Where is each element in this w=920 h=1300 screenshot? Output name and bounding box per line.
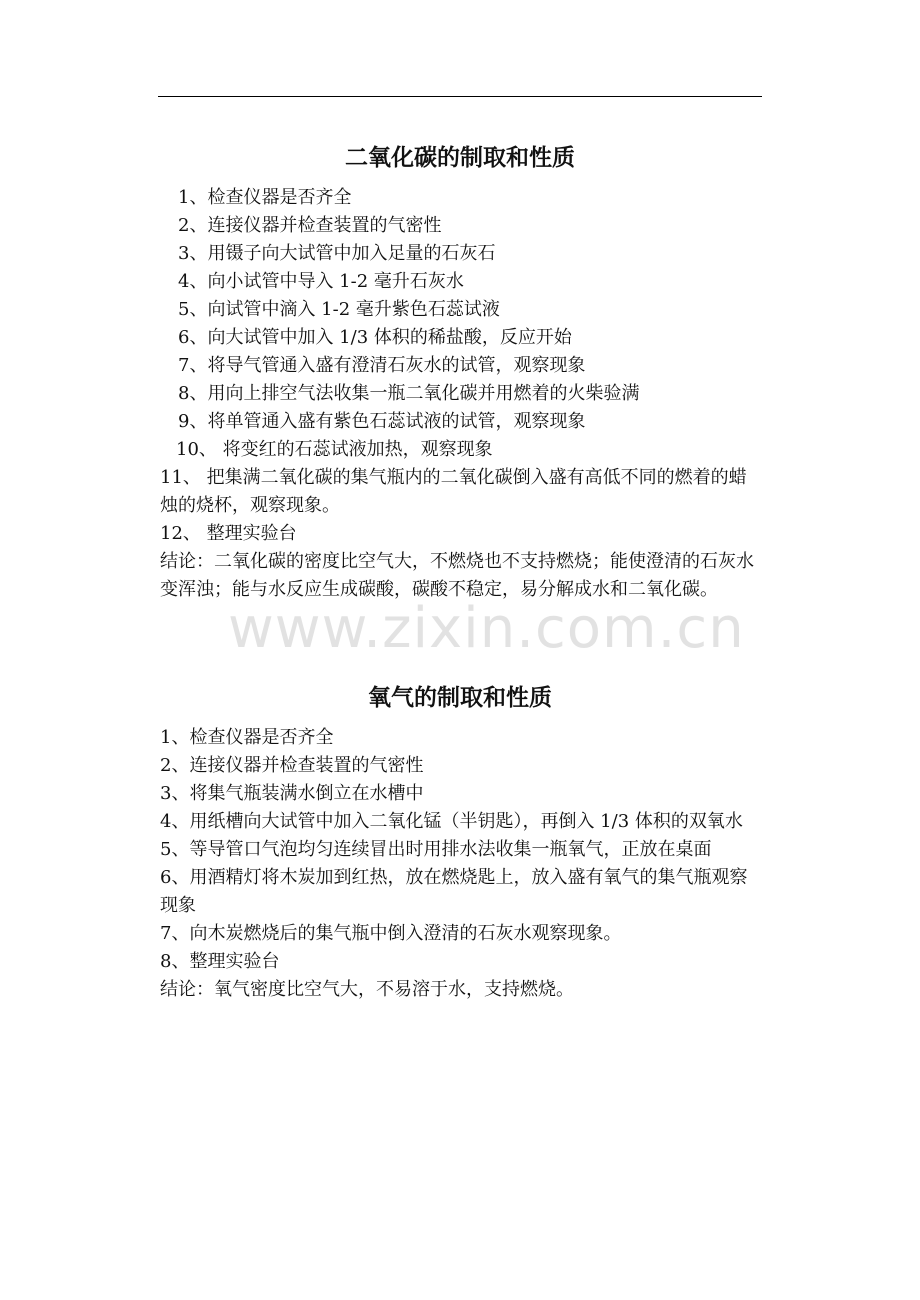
watermark: www.zixin.com.cn (228, 596, 745, 661)
co2-step-1: 1、检查仪器是否齐全 (178, 187, 352, 208)
co2-conclusion: 结论：二氧化碳的密度比空气大，不燃烧也不支持燃烧；能使澄清的石灰水变浑浊；能与水反应生成碳酸，碳酸不稳定，易分解成水和二氧化碳。 (160, 551, 754, 600)
document-body (160, 140, 760, 1004)
oxygen-step-2: 2、连接仪器并检查装置的气密性 (160, 755, 424, 776)
co2-step-10: 10、 将变红的石蕊试液加热，观察现象 (176, 439, 493, 460)
oxygen-section (160, 680, 760, 1004)
co2-step-12: 12、 整理实验台 (160, 523, 297, 544)
co2-step-5: 5、向试管中滴入 1-2 毫升紫色石蕊试液 (178, 299, 500, 320)
co2-step-11: 11、 把集满二氧化碳的集气瓶内的二氧化碳倒入盛有高低不同的燃着的蜡烛的烧杯，观察现象。 (160, 467, 747, 516)
oxygen-step-5: 5、等导管口气泡均匀连续冒出时用排水法收集一瓶氧气，正放在桌面 (160, 839, 712, 860)
co2-step-7: 7、将导气管通入盛有澄清石灰水的试管，观察现象 (178, 355, 586, 376)
oxygen-step-7: 7、向木炭燃烧后的集气瓶中倒入澄清的石灰水观察现象。 (160, 923, 622, 944)
header-rule (158, 96, 762, 97)
oxygen-step-4: 4、用纸槽向大试管中加入二氧化锰（半钥匙），再倒入 1/3 体积的双氧水 (160, 811, 743, 832)
co2-section (160, 140, 760, 604)
oxygen-step-3: 3、将集气瓶装满水倒立在水槽中 (160, 783, 424, 804)
oxygen-title: 氧气的制取和性质 (368, 685, 552, 711)
co2-steps (160, 184, 760, 548)
oxygen-step-1: 1、检查仪器是否齐全 (160, 727, 334, 748)
co2-step-3: 3、用镊子向大试管中加入足量的石灰石 (178, 243, 496, 264)
co2-step-2: 2、连接仪器并检查装置的气密性 (178, 215, 442, 236)
co2-step-9: 9、将单管通入盛有紫色石蕊试液的试管，观察现象 (178, 411, 586, 432)
co2-step-8: 8、用向上排空气法收集一瓶二氧化碳并用燃着的火柴验满 (178, 383, 640, 404)
oxygen-step-6: 6、用酒精灯将木炭加到红热，放在燃烧匙上，放入盛有氧气的集气瓶观察现象 (160, 867, 748, 916)
oxygen-conclusion: 结论：氧气密度比空气大，不易溶于水，支持燃烧。 (160, 979, 574, 1000)
co2-step-6: 6、向大试管中加入 1/3 体积的稀盐酸，反应开始 (178, 327, 572, 348)
oxygen-step-8: 8、整理实验台 (160, 951, 280, 972)
oxygen-steps (160, 724, 760, 976)
co2-step-4: 4、向小试管中导入 1-2 毫升石灰水 (178, 271, 464, 292)
co2-title: 二氧化碳的制取和性质 (345, 145, 575, 171)
